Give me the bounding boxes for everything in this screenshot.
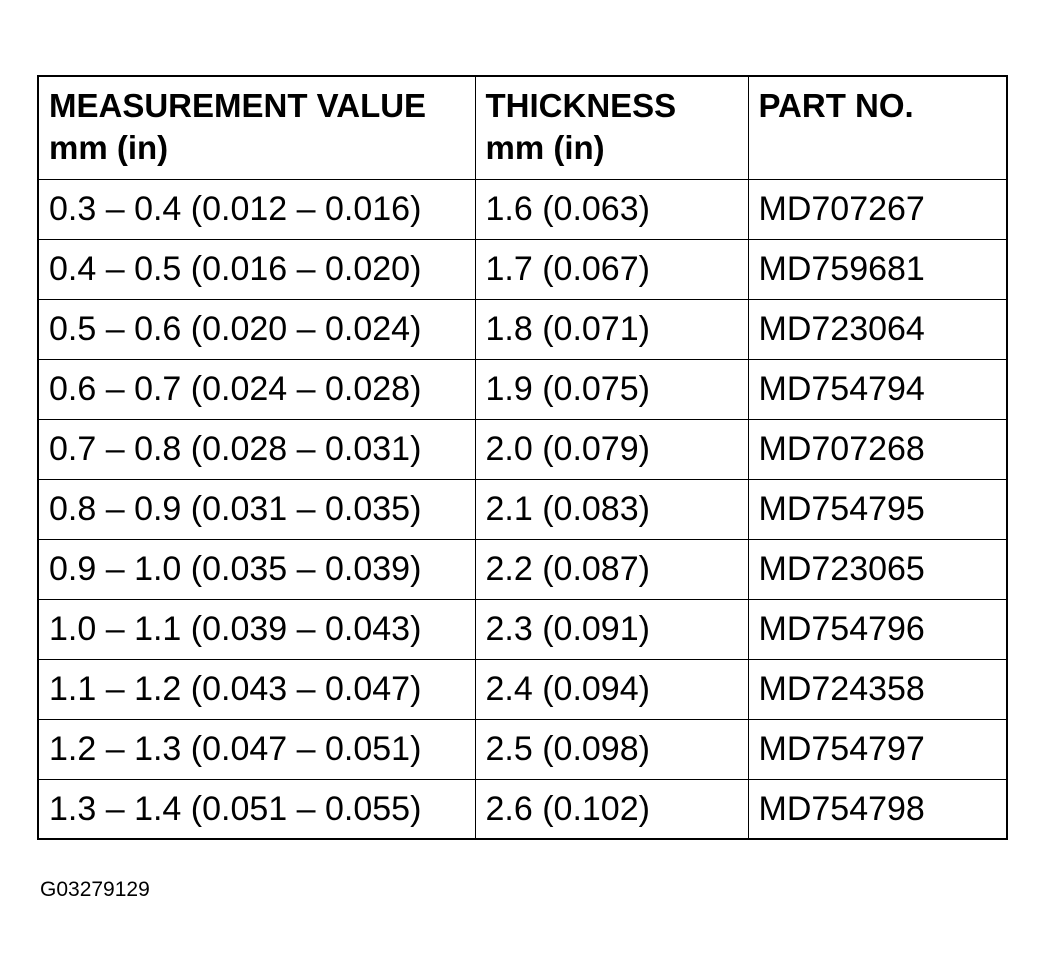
header-measurement-value-unit: mm (in) [49, 129, 169, 166]
header-thickness [475, 76, 748, 179]
thickness-cell: 2.4 (0.094) [475, 659, 748, 719]
table-row [38, 659, 1007, 719]
measurement-cell: 0.5 – 0.6 (0.020 – 0.024) [38, 299, 475, 359]
table-row [38, 299, 1007, 359]
part-no-cell: MD754795 [748, 479, 1007, 539]
thickness-cell: 1.8 (0.071) [475, 299, 748, 359]
measurement-cell: 1.2 – 1.3 (0.047 – 0.051) [38, 719, 475, 779]
header-thickness-title: THICKNESS [485, 87, 677, 124]
part-no-cell: MD754797 [748, 719, 1007, 779]
thickness-cell: 1.6 (0.063) [475, 179, 748, 239]
measurement-cell: 0.9 – 1.0 (0.035 – 0.039) [38, 539, 475, 599]
table-header-row [38, 76, 1007, 179]
header-part-no-title: PART NO. [758, 87, 914, 124]
header-thickness-unit: mm (in) [485, 129, 605, 166]
measurement-cell: 0.6 – 0.7 (0.024 – 0.028) [38, 359, 475, 419]
measurement-cell: 1.3 – 1.4 (0.051 – 0.055) [38, 779, 475, 839]
thickness-cell: 2.5 (0.098) [475, 719, 748, 779]
part-no-cell: MD754796 [748, 599, 1007, 659]
measurement-cell: 0.8 – 0.9 (0.031 – 0.035) [38, 479, 475, 539]
thickness-cell: 2.6 (0.102) [475, 779, 748, 839]
table-row [38, 179, 1007, 239]
table-row [38, 239, 1007, 299]
part-no-cell: MD759681 [748, 239, 1007, 299]
table-row [38, 539, 1007, 599]
thickness-cell: 1.7 (0.067) [475, 239, 748, 299]
part-no-cell: MD707267 [748, 179, 1007, 239]
thickness-cell: 1.9 (0.075) [475, 359, 748, 419]
table-row [38, 359, 1007, 419]
part-no-cell: MD724358 [748, 659, 1007, 719]
part-no-cell: MD754794 [748, 359, 1007, 419]
table-row [38, 719, 1007, 779]
header-measurement-value [38, 76, 475, 179]
table-row [38, 419, 1007, 479]
measurement-cell: 0.3 – 0.4 (0.012 – 0.016) [38, 179, 475, 239]
measurement-cell: 0.4 – 0.5 (0.016 – 0.020) [38, 239, 475, 299]
thickness-cell: 2.0 (0.079) [475, 419, 748, 479]
header-measurement-value-title: MEASUREMENT VALUE [49, 87, 427, 124]
part-no-cell: MD723065 [748, 539, 1007, 599]
figure-code: G03279129 [40, 878, 150, 901]
thickness-cell: 2.1 (0.083) [475, 479, 748, 539]
measurement-cell: 0.7 – 0.8 (0.028 – 0.031) [38, 419, 475, 479]
part-no-cell: MD754798 [748, 779, 1007, 839]
thickness-cell: 2.3 (0.091) [475, 599, 748, 659]
table-row [38, 779, 1007, 839]
table-row [38, 479, 1007, 539]
shim-selection-table [37, 75, 1008, 840]
part-no-cell: MD707268 [748, 419, 1007, 479]
thickness-cell: 2.2 (0.087) [475, 539, 748, 599]
header-part-no [748, 76, 1007, 179]
measurement-cell: 1.0 – 1.1 (0.039 – 0.043) [38, 599, 475, 659]
table-row [38, 599, 1007, 659]
measurement-cell: 1.1 – 1.2 (0.043 – 0.047) [38, 659, 475, 719]
part-no-cell: MD723064 [748, 299, 1007, 359]
